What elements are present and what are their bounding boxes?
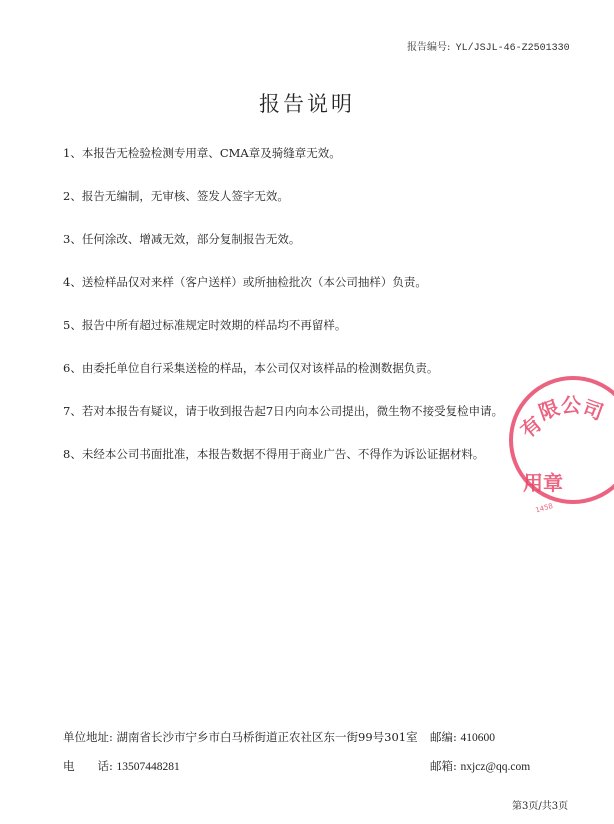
footer-email	[430, 758, 530, 774]
phone-label: 电 话:	[63, 759, 113, 773]
seal-char: 限	[535, 395, 563, 425]
clause-list	[63, 143, 503, 487]
postcode-value: 410600	[460, 732, 496, 744]
page-title: 报告说明	[259, 92, 355, 116]
report-number	[407, 38, 570, 54]
postcode-label: 邮编:	[430, 730, 457, 744]
seal-char: 公	[561, 393, 581, 417]
email-value: nxjcz@qq.com	[460, 761, 531, 773]
seal-char: 有	[515, 411, 547, 443]
clause-item: 6、由委托单位自行采集送检的样品，本公司仅对该样品的检测数据负责。	[63, 361, 439, 375]
report-number-label: 报告编号:	[407, 42, 451, 53]
report-number-value: YL/JSJL-46-Z2501330	[455, 43, 570, 54]
seal-char: 司	[579, 395, 607, 425]
company-seal	[505, 372, 614, 532]
email-label: 邮箱:	[430, 759, 457, 773]
footer-address	[63, 729, 418, 745]
clause-item: 2、报告无编制，无审核、签发人签字无效。	[63, 189, 289, 203]
clause-item: 5、报告中所有超过标准规定时效期的样品均不再留样。	[63, 318, 347, 332]
phone-value: 13507448281	[116, 761, 180, 773]
clause-item: 1、本报告无检验检测专用章、CMA章及骑缝章无效。	[63, 146, 341, 160]
footer-postcode	[430, 729, 495, 745]
clause-item: 8、未经本公司书面批准，本报告数据不得用于商业广告、不得作为诉讼证据材料。	[63, 447, 485, 461]
address-value: 湖南省长沙市宁乡市白马桥街道正农社区东一街99号301室	[116, 730, 418, 744]
address-label: 单位地址:	[63, 730, 113, 744]
clause-item: 3、任何涂改、增减无效，部分复制报告无效。	[63, 232, 301, 246]
page-number: 第3页/共3页	[512, 801, 569, 812]
clause-item: 7、若对本报告有疑议，请于收到报告起7日内向本公司提出，微生物不接受复检申请。	[63, 404, 504, 418]
seal-bottom-text: 用章	[523, 471, 563, 495]
clause-item: 4、送检样品仅对来样（客户送样）或所抽检批次（本公司抽样）负责。	[63, 275, 427, 289]
seal-serial: 1458	[534, 502, 554, 515]
footer-phone	[63, 758, 180, 774]
